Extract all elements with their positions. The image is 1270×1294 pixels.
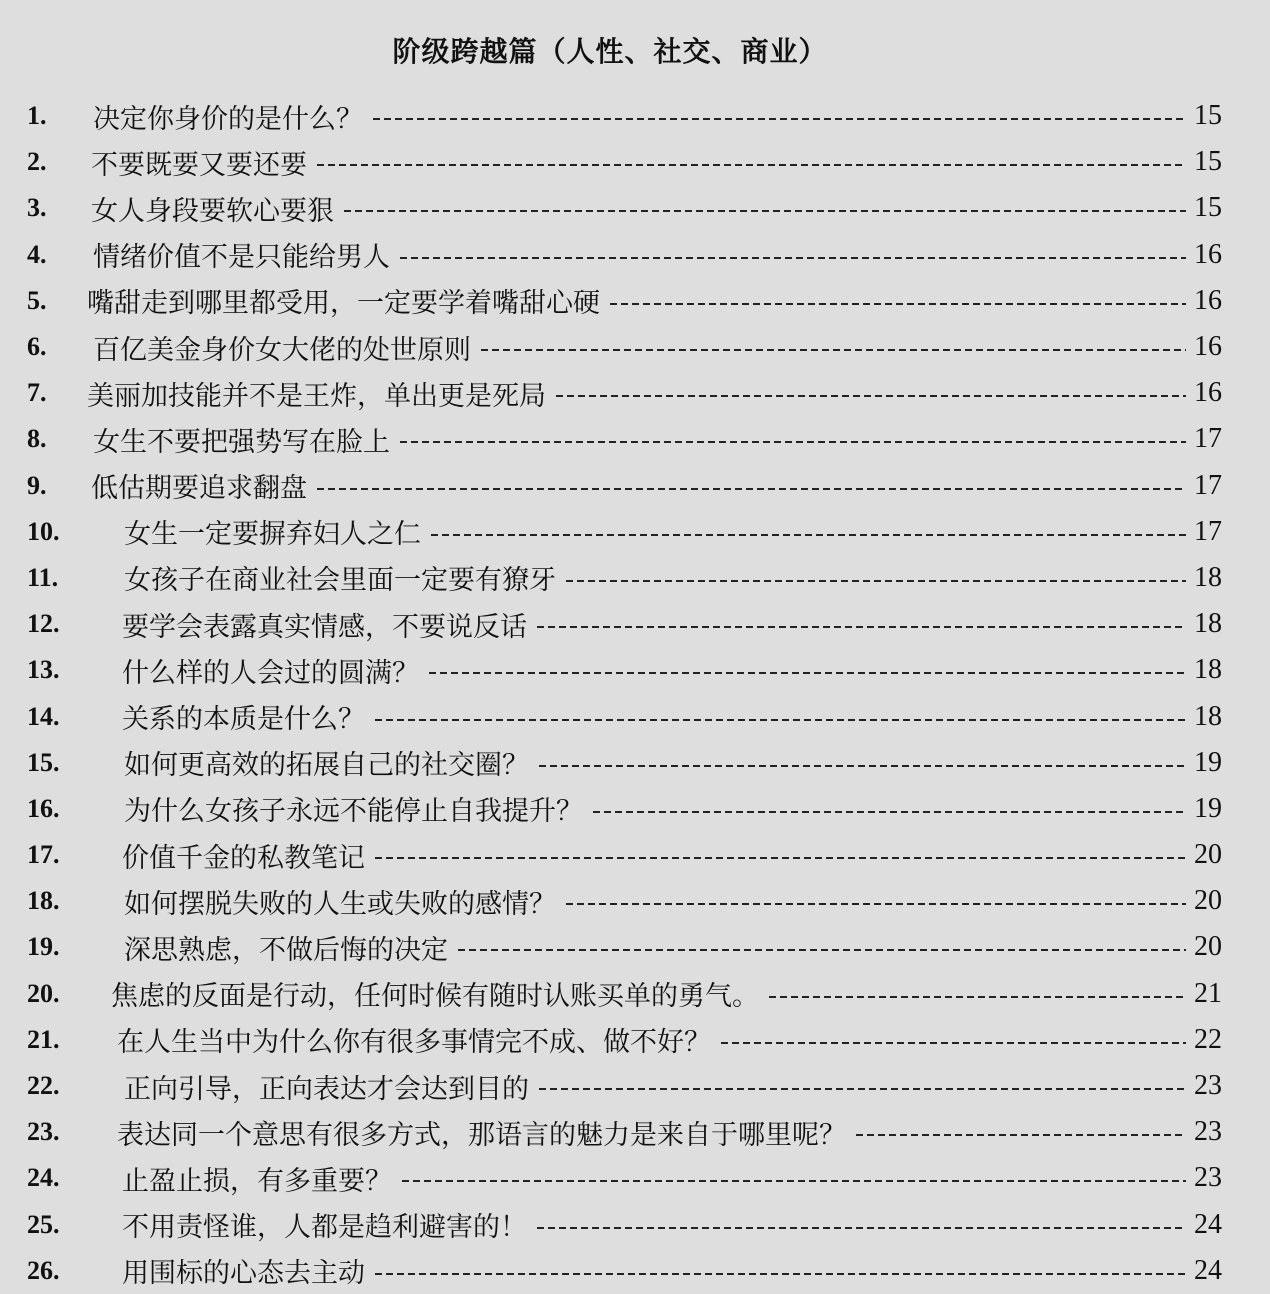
toc-entry-page: 16 — [1194, 284, 1222, 316]
toc-entry[interactable] — [0, 370, 1270, 416]
toc-entry-title: 正向引导，正向表达才会达到目的 — [124, 1073, 529, 1105]
toc-entry-title: 表达同一个意思有很多方式，那语言的魅力是来自于哪里呢？ — [117, 1119, 846, 1151]
toc-entry-number: 6. — [27, 332, 47, 362]
toc-entry[interactable] — [0, 740, 1270, 786]
toc-dot-leader — [566, 580, 1186, 582]
toc-entry-page: 17 — [1194, 469, 1222, 501]
toc-entry-number: 2. — [27, 147, 47, 177]
toc-entry-page: 24 — [1194, 1254, 1222, 1286]
toc-entry[interactable] — [0, 1155, 1270, 1201]
toc-dot-leader — [344, 210, 1186, 212]
toc-entry-page: 18 — [1194, 700, 1222, 732]
toc-entry[interactable] — [0, 971, 1270, 1017]
toc-entry[interactable] — [0, 786, 1270, 832]
toc-entry-number: 4. — [27, 239, 47, 269]
toc-entry-page: 16 — [1194, 331, 1222, 363]
toc-entry-number: 22. — [27, 1071, 60, 1101]
toc-entry-number: 3. — [27, 193, 47, 223]
toc-dot-leader — [610, 303, 1186, 305]
toc-dot-leader — [400, 257, 1186, 259]
toc-entry[interactable] — [0, 924, 1270, 970]
toc-entry-page: 16 — [1194, 377, 1222, 409]
toc-entry-title: 女生一定要摒弃妇人之仁 — [124, 519, 421, 551]
toc-entry-number: 13. — [27, 655, 60, 685]
toc-entry-number: 11. — [27, 562, 59, 592]
toc-dot-leader — [481, 349, 1186, 351]
toc-entry-title: 决定你身价的是什么？ — [93, 103, 363, 135]
toc-entry-number: 21. — [27, 1024, 60, 1054]
toc-entry[interactable] — [0, 693, 1270, 739]
toc-entry-title: 女生不要把强势写在脸上 — [93, 426, 390, 458]
toc-entry-number: 10. — [27, 516, 60, 546]
page-title: 阶级跨越篇（人性、社交、商业） — [392, 35, 828, 68]
toc-dot-leader — [556, 395, 1186, 397]
toc-dot-leader — [769, 996, 1186, 998]
toc-entry[interactable] — [0, 1063, 1270, 1109]
toc-dot-leader — [400, 441, 1186, 443]
toc-entry[interactable] — [0, 647, 1270, 693]
toc-dot-leader — [537, 1227, 1186, 1229]
toc-dot-leader — [375, 857, 1186, 859]
toc-entry-number: 12. — [27, 609, 60, 639]
toc-dot-leader — [429, 672, 1186, 674]
toc-dot-leader — [402, 1180, 1186, 1182]
toc-entry[interactable] — [0, 1248, 1270, 1294]
toc-entry-page: 21 — [1194, 977, 1222, 1009]
toc-entry-title: 价值千金的私教笔记 — [122, 842, 365, 874]
toc-entry-page: 18 — [1194, 561, 1222, 593]
toc-entry-page: 15 — [1194, 146, 1222, 178]
toc-entry-number: 1. — [27, 101, 47, 131]
toc-entry[interactable] — [0, 185, 1270, 231]
toc-dot-leader — [431, 534, 1186, 536]
toc-entry-page: 16 — [1194, 238, 1222, 270]
toc-entry-number: 19. — [27, 932, 60, 962]
toc-entry-title: 女孩子在商业社会里面一定要有獠牙 — [124, 565, 556, 597]
toc-entry[interactable] — [0, 139, 1270, 185]
toc-entry-title: 关系的本质是什么？ — [122, 704, 365, 736]
toc-entry[interactable] — [0, 232, 1270, 278]
toc-entry-page: 23 — [1194, 1116, 1222, 1148]
toc-entry-number: 18. — [27, 886, 60, 916]
toc-dot-leader — [537, 626, 1186, 628]
toc-entry[interactable] — [0, 878, 1270, 924]
toc-entry-number: 14. — [27, 701, 60, 731]
toc-entry-page: 17 — [1194, 515, 1222, 547]
table-of-contents — [0, 93, 1270, 1294]
toc-entry-page: 15 — [1194, 100, 1222, 132]
toc-dot-leader — [375, 1273, 1186, 1275]
toc-entry-title: 如何更高效的拓展自己的社交圈？ — [124, 750, 529, 782]
toc-dot-leader — [593, 811, 1186, 813]
toc-entry[interactable] — [0, 93, 1270, 139]
toc-entry-title: 不用责怪谁，人都是趋利避害的！ — [122, 1212, 527, 1244]
toc-entry-page: 18 — [1194, 654, 1222, 686]
toc-entry-title: 在人生当中为什么你有很多事情完不成、做不好？ — [117, 1027, 711, 1059]
toc-entry-title: 女人身段要软心要狠 — [91, 195, 334, 227]
toc-entry-number: 5. — [27, 285, 47, 315]
toc-dot-leader — [317, 488, 1186, 490]
toc-entry-title: 什么样的人会过的圆满？ — [122, 657, 419, 689]
toc-entry[interactable] — [0, 509, 1270, 555]
toc-entry-title: 焦虑的反面是行动，任何时候有随时认账买单的勇气。 — [111, 981, 759, 1013]
toc-entry-title: 止盈止损，有多重要？ — [122, 1165, 392, 1197]
toc-entry[interactable] — [0, 1202, 1270, 1248]
toc-entry[interactable] — [0, 601, 1270, 647]
toc-dot-leader — [539, 765, 1186, 767]
toc-entry[interactable] — [0, 324, 1270, 370]
toc-entry-number: 24. — [27, 1163, 60, 1193]
toc-entry-title: 深思熟虑，不做后悔的决定 — [124, 934, 448, 966]
toc-entry[interactable] — [0, 278, 1270, 324]
toc-entry-number: 15. — [27, 747, 60, 777]
toc-entry-number: 9. — [27, 470, 47, 500]
toc-entry-title: 低估期要追求翻盘 — [91, 473, 307, 505]
toc-dot-leader — [566, 903, 1186, 905]
toc-entry-page: 17 — [1194, 423, 1222, 455]
toc-entry-page: 23 — [1194, 1070, 1222, 1102]
toc-entry[interactable] — [0, 1109, 1270, 1155]
toc-dot-leader — [539, 1088, 1186, 1090]
toc-entry-title: 不要既要又要还要 — [91, 149, 307, 181]
toc-entry-page: 23 — [1194, 1162, 1222, 1194]
toc-entry-page: 20 — [1194, 839, 1222, 871]
toc-entry[interactable] — [0, 1017, 1270, 1063]
toc-entry-page: 18 — [1194, 608, 1222, 640]
toc-entry-title: 用围标的心态去主动 — [122, 1258, 365, 1290]
toc-dot-leader — [317, 164, 1186, 166]
toc-entry-page: 15 — [1194, 192, 1222, 224]
toc-dot-leader — [458, 949, 1186, 951]
toc-entry-number: 16. — [27, 793, 60, 823]
toc-entry-title: 嘴甜走到哪里都受用，一定要学着嘴甜心硬 — [87, 288, 600, 320]
toc-entry-page: 19 — [1194, 746, 1222, 778]
toc-entry-title: 要学会表露真实情感，不要说反话 — [122, 611, 527, 643]
toc-entry[interactable] — [0, 555, 1270, 601]
toc-entry-number: 17. — [27, 840, 60, 870]
toc-entry-title: 百亿美金身价女大佬的处世原则 — [93, 334, 471, 366]
toc-entry-title: 为什么女孩子永远不能停止自我提升？ — [124, 796, 583, 828]
toc-entry-number: 8. — [27, 424, 47, 454]
toc-entry-title: 美丽加技能并不是王炸，单出更是死局 — [87, 380, 546, 412]
toc-dot-leader — [721, 1042, 1186, 1044]
toc-dot-leader — [375, 719, 1186, 721]
toc-dot-leader — [856, 1134, 1186, 1136]
toc-entry[interactable] — [0, 463, 1270, 509]
toc-entry-title: 如何摆脱失败的人生或失败的感情？ — [124, 888, 556, 920]
toc-entry-page: 20 — [1194, 885, 1222, 917]
toc-entry-page: 24 — [1194, 1208, 1222, 1240]
toc-dot-leader — [373, 118, 1186, 120]
toc-entry-number: 23. — [27, 1117, 60, 1147]
toc-entry-page: 20 — [1194, 931, 1222, 963]
toc-entry-page: 19 — [1194, 792, 1222, 824]
toc-entry-number: 25. — [27, 1209, 60, 1239]
toc-entry[interactable] — [0, 416, 1270, 462]
toc-entry-number: 26. — [27, 1255, 60, 1285]
toc-entry-number: 7. — [27, 378, 47, 408]
toc-entry-page: 22 — [1194, 1023, 1222, 1055]
toc-entry-number: 20. — [27, 978, 60, 1008]
toc-entry[interactable] — [0, 832, 1270, 878]
toc-entry-title: 情绪价值不是只能给男人 — [93, 242, 390, 274]
